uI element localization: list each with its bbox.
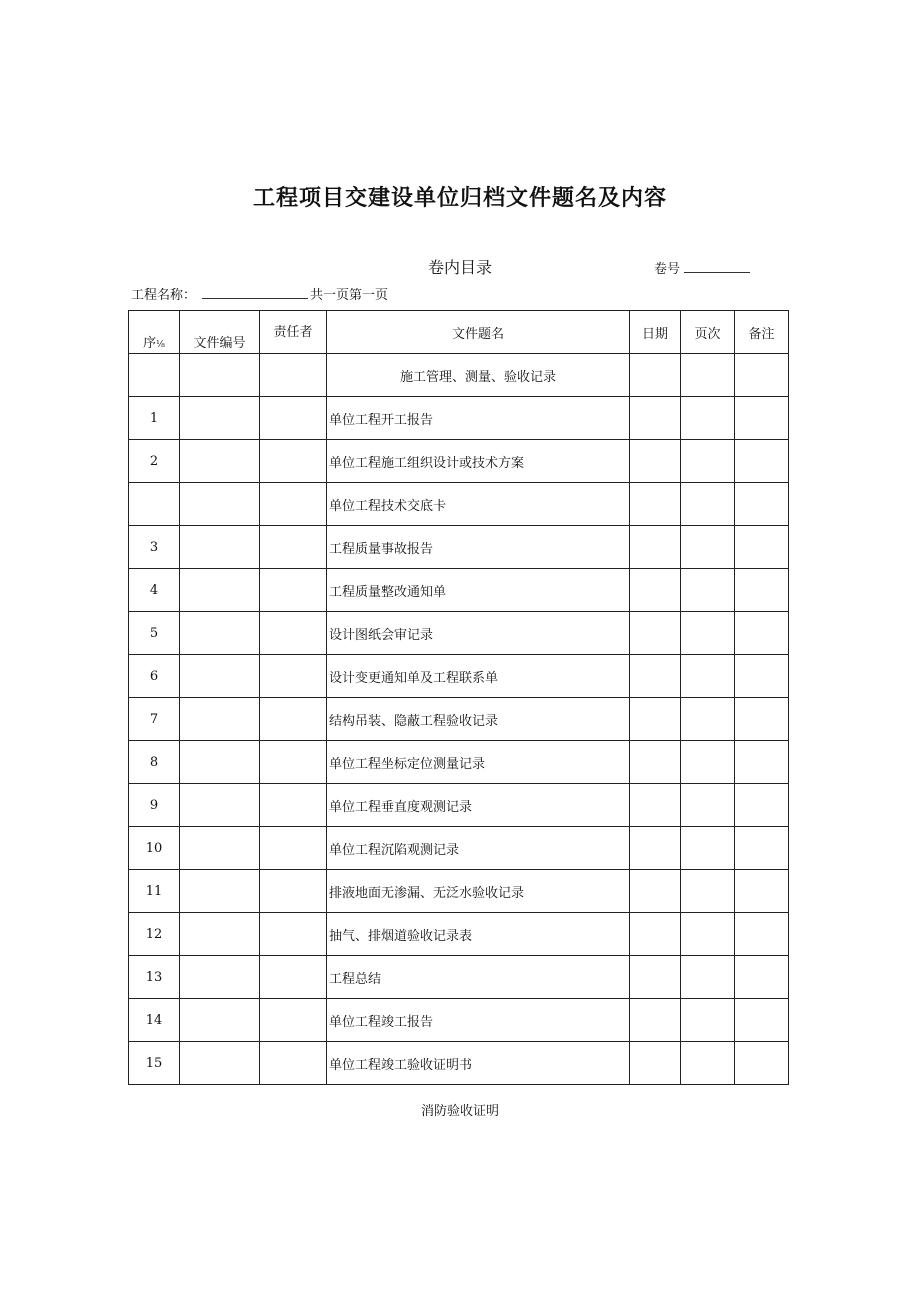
row-responsible (260, 870, 327, 913)
row-doc-number (180, 612, 260, 655)
row-remarks (735, 440, 789, 483)
section-row (129, 354, 789, 397)
row-responsible (260, 913, 327, 956)
section-title: 施工管理、测量、验收记录 (327, 354, 630, 397)
row-date (630, 397, 681, 440)
row-doc-number (180, 440, 260, 483)
row-responsible (260, 784, 327, 827)
header-date: 日期 (630, 311, 681, 354)
row-remarks (735, 956, 789, 999)
table-row (129, 612, 789, 655)
row-seq: 4 (129, 569, 180, 612)
header-seq: 序⅛ (129, 311, 180, 354)
table-row (129, 569, 789, 612)
row-doc-number (180, 870, 260, 913)
row-doc-number (180, 999, 260, 1042)
page-count: 共一页第一页 (310, 288, 389, 303)
row-doc-title: 工程总结 (327, 956, 630, 999)
project-line (131, 284, 388, 303)
row-remarks (735, 569, 789, 612)
row-pages (681, 827, 735, 870)
row-seq: 15 (129, 1042, 180, 1085)
row-date (630, 698, 681, 741)
row-doc-number (180, 397, 260, 440)
catalog-subtitle: 卷内目录 (427, 258, 492, 277)
project-name-blank (202, 286, 308, 299)
catalog-table (128, 310, 789, 1085)
row-seq: 2 (129, 440, 180, 483)
row-doc-title: 单位工程竣工报告 (327, 999, 630, 1042)
row-seq (129, 483, 180, 526)
row-responsible (260, 698, 327, 741)
row-date (630, 827, 681, 870)
row-responsible (260, 440, 327, 483)
table-row (129, 655, 789, 698)
row-pages (681, 1042, 735, 1085)
row-doc-number (180, 483, 260, 526)
row-pages (681, 913, 735, 956)
header-remarks: 备注 (735, 311, 789, 354)
header-row (129, 311, 789, 354)
row-doc-title: 单位工程技术交底卡 (327, 483, 630, 526)
row-seq: 14 (129, 999, 180, 1042)
row-remarks (735, 870, 789, 913)
row-date (630, 569, 681, 612)
row-doc-number (180, 569, 260, 612)
row-remarks (735, 698, 789, 741)
row-pages (681, 741, 735, 784)
row-responsible (260, 483, 327, 526)
row-responsible (260, 526, 327, 569)
row-seq: 8 (129, 741, 180, 784)
row-date (630, 1042, 681, 1085)
row-remarks (735, 827, 789, 870)
row-doc-title: 单位工程垂直度观测记录 (327, 784, 630, 827)
table-row (129, 827, 789, 870)
row-responsible (260, 612, 327, 655)
row-doc-number (180, 741, 260, 784)
row-responsible (260, 397, 327, 440)
row-pages (681, 784, 735, 827)
row-date (630, 440, 681, 483)
row-date (630, 612, 681, 655)
row-pages (681, 870, 735, 913)
row-doc-number (180, 913, 260, 956)
table-row (129, 956, 789, 999)
table-row (129, 397, 789, 440)
row-seq: 12 (129, 913, 180, 956)
row-doc-title: 结构吊装、隐蔽工程验收记录 (327, 698, 630, 741)
header-responsible: 责任者 (260, 311, 327, 354)
row-pages (681, 569, 735, 612)
row-pages (681, 440, 735, 483)
row-doc-title: 单位工程沉陷观测记录 (327, 827, 630, 870)
table-row (129, 870, 789, 913)
row-doc-number (180, 698, 260, 741)
row-doc-number (180, 655, 260, 698)
row-seq: 1 (129, 397, 180, 440)
row-doc-number (180, 956, 260, 999)
row-pages (681, 483, 735, 526)
row-pages (681, 698, 735, 741)
row-responsible (260, 655, 327, 698)
row-date (630, 913, 681, 956)
table-row (129, 913, 789, 956)
header-doc-title: 文件题名 (327, 311, 630, 354)
table-row (129, 999, 789, 1042)
row-responsible (260, 956, 327, 999)
row-responsible (260, 827, 327, 870)
row-remarks (735, 913, 789, 956)
row-doc-title: 单位工程施工组织设计或技术方案 (327, 440, 630, 483)
row-pages (681, 612, 735, 655)
row-doc-title: 单位工程开工报告 (327, 397, 630, 440)
row-remarks (735, 999, 789, 1042)
row-responsible (260, 569, 327, 612)
volume-blank (684, 260, 750, 273)
project-name-label: 工程名称： (131, 288, 197, 303)
row-doc-title: 排液地面无渗漏、无泛水验收记录 (327, 870, 630, 913)
row-responsible (260, 999, 327, 1042)
row-doc-number (180, 784, 260, 827)
row-date (630, 784, 681, 827)
row-seq: 7 (129, 698, 180, 741)
row-date (630, 870, 681, 913)
table-row (129, 1042, 789, 1085)
header-pages: 页次 (681, 311, 735, 354)
row-remarks (735, 612, 789, 655)
row-doc-title: 抽气、排烟道验收记录表 (327, 913, 630, 956)
document-title: 工程项目交建设单位归档文件题名及内容 (252, 186, 667, 211)
row-seq: 10 (129, 827, 180, 870)
row-seq: 5 (129, 612, 180, 655)
row-seq: 9 (129, 784, 180, 827)
table-row (129, 784, 789, 827)
row-doc-title: 单位工程竣工验收证明书 (327, 1042, 630, 1085)
volume-label: 卷号 (654, 262, 681, 277)
row-seq: 11 (129, 870, 180, 913)
row-doc-title: 单位工程坐标定位测量记录 (327, 741, 630, 784)
row-pages (681, 999, 735, 1042)
row-doc-number (180, 1042, 260, 1085)
table-row (129, 526, 789, 569)
row-doc-title: 设计图纸会审记录 (327, 612, 630, 655)
row-pages (681, 655, 735, 698)
table-row (129, 741, 789, 784)
table-row (129, 440, 789, 483)
row-responsible (260, 1042, 327, 1085)
row-seq: 13 (129, 956, 180, 999)
row-remarks (735, 741, 789, 784)
row-doc-title: 工程质量事故报告 (327, 526, 630, 569)
row-pages (681, 956, 735, 999)
row-doc-title: 工程质量整改通知单 (327, 569, 630, 612)
table-row (129, 698, 789, 741)
volume-number (654, 258, 750, 277)
footer-text: 消防验收证明 (420, 1104, 499, 1119)
row-remarks (735, 397, 789, 440)
row-remarks (735, 526, 789, 569)
row-seq: 3 (129, 526, 180, 569)
row-doc-title: 设计变更通知单及工程联系单 (327, 655, 630, 698)
row-date (630, 526, 681, 569)
row-seq: 6 (129, 655, 180, 698)
row-responsible (260, 741, 327, 784)
row-doc-number (180, 526, 260, 569)
header-doc-number: 文件编号 (180, 311, 260, 354)
row-date (630, 655, 681, 698)
table-row (129, 483, 789, 526)
row-date (630, 999, 681, 1042)
row-remarks (735, 1042, 789, 1085)
row-remarks (735, 784, 789, 827)
row-date (630, 956, 681, 999)
row-date (630, 741, 681, 784)
row-pages (681, 526, 735, 569)
row-remarks (735, 655, 789, 698)
row-pages (681, 397, 735, 440)
row-date (630, 483, 681, 526)
row-doc-number (180, 827, 260, 870)
row-remarks (735, 483, 789, 526)
